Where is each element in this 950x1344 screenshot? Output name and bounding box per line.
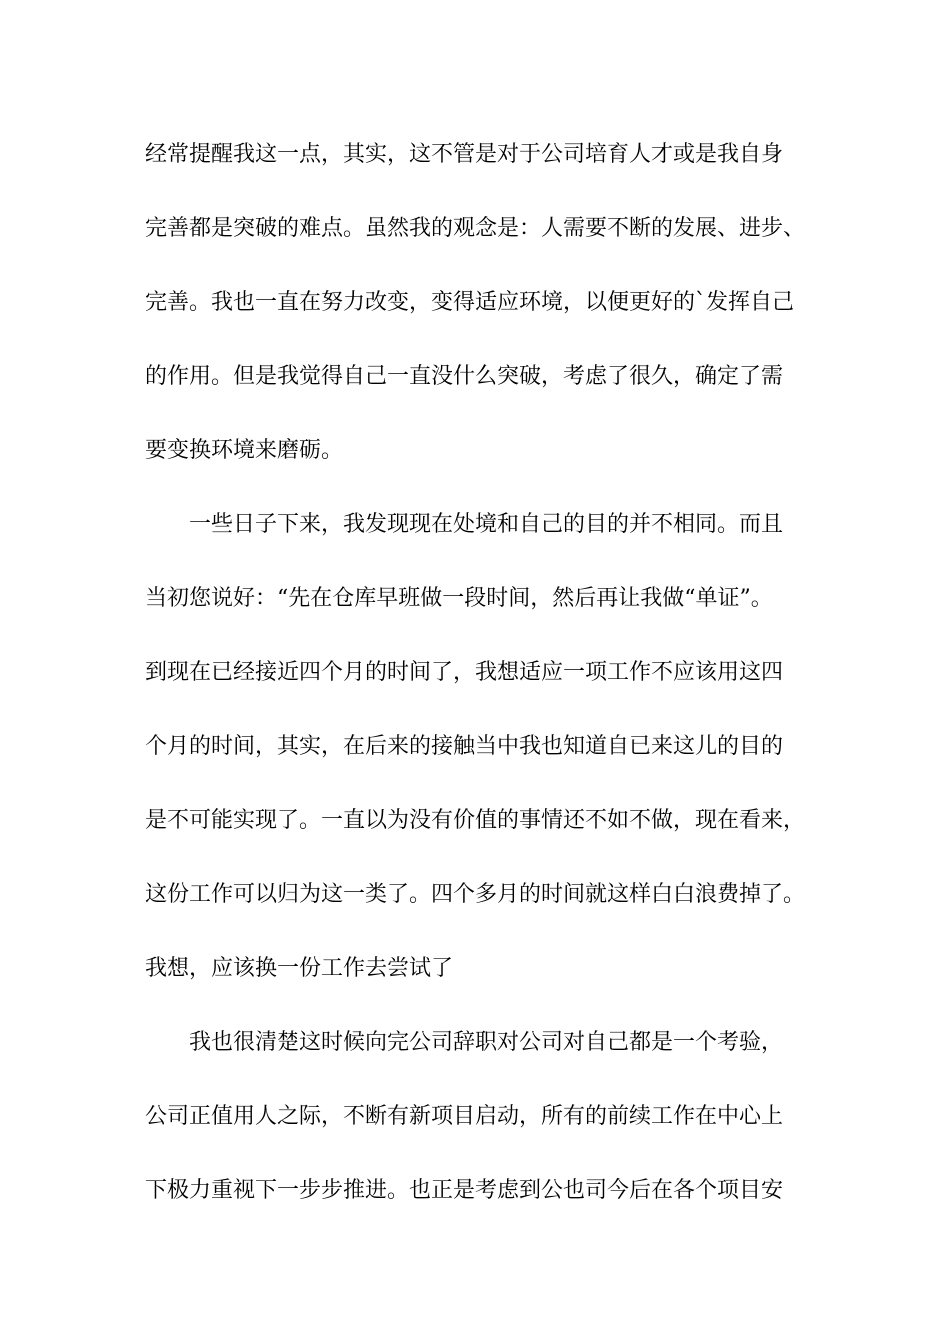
text-line: 当初您说好：“先在仓库早班做一段时间，然后再让我做“单证”。 xyxy=(145,586,773,611)
text-line: 是不可能实现了。一直以为没有价值的事情还不如不做，现在看来， xyxy=(145,808,806,833)
text-line: 完善都是突破的难点。虽然我的观念是：人需要不断的发展、进步、 xyxy=(145,216,806,241)
text-line: 我想，应该换一份工作去尝试了 xyxy=(145,956,454,981)
text-line: 个月的时间，其实，在后来的接触当中我也知道自已来这儿的目的 xyxy=(145,734,784,759)
paragraph-start-line: 我也很清楚这时候向完公司辞职对公司对自己都是一个考验， xyxy=(189,1030,784,1055)
text-line: 公司正值用人之际，不断有新项目启动，所有的前续工作在中心上 xyxy=(145,1104,784,1129)
text-line: 到现在已经接近四个月的时间了，我想适应一项工作不应该用这四 xyxy=(145,660,784,685)
text-line: 要变换环境来磨砺。 xyxy=(145,438,344,463)
text-line: 的作用。但是我觉得自己一直没什么突破，考虑了很久，确定了需 xyxy=(145,364,784,389)
text-line: 经常提醒我这一点，其实，这不管是对于公司培育人才或是我自身 xyxy=(145,142,784,167)
paragraph-start-line: 一些日子下来，我发现现在处境和自己的目的并不相同。而且 xyxy=(189,512,784,537)
text-line: 完善。我也一直在努力改变，变得适应环境，以便更好的`发挥自己 xyxy=(145,290,795,315)
body-text xyxy=(145,133,825,1243)
text-line: 这份工作可以归为这一类了。四个多月的时间就这样白白浪费掉了。 xyxy=(145,882,806,907)
text-line: 下极力重视下一步步推进。也正是考虑到公也司今后在各个项目安 xyxy=(145,1178,784,1203)
